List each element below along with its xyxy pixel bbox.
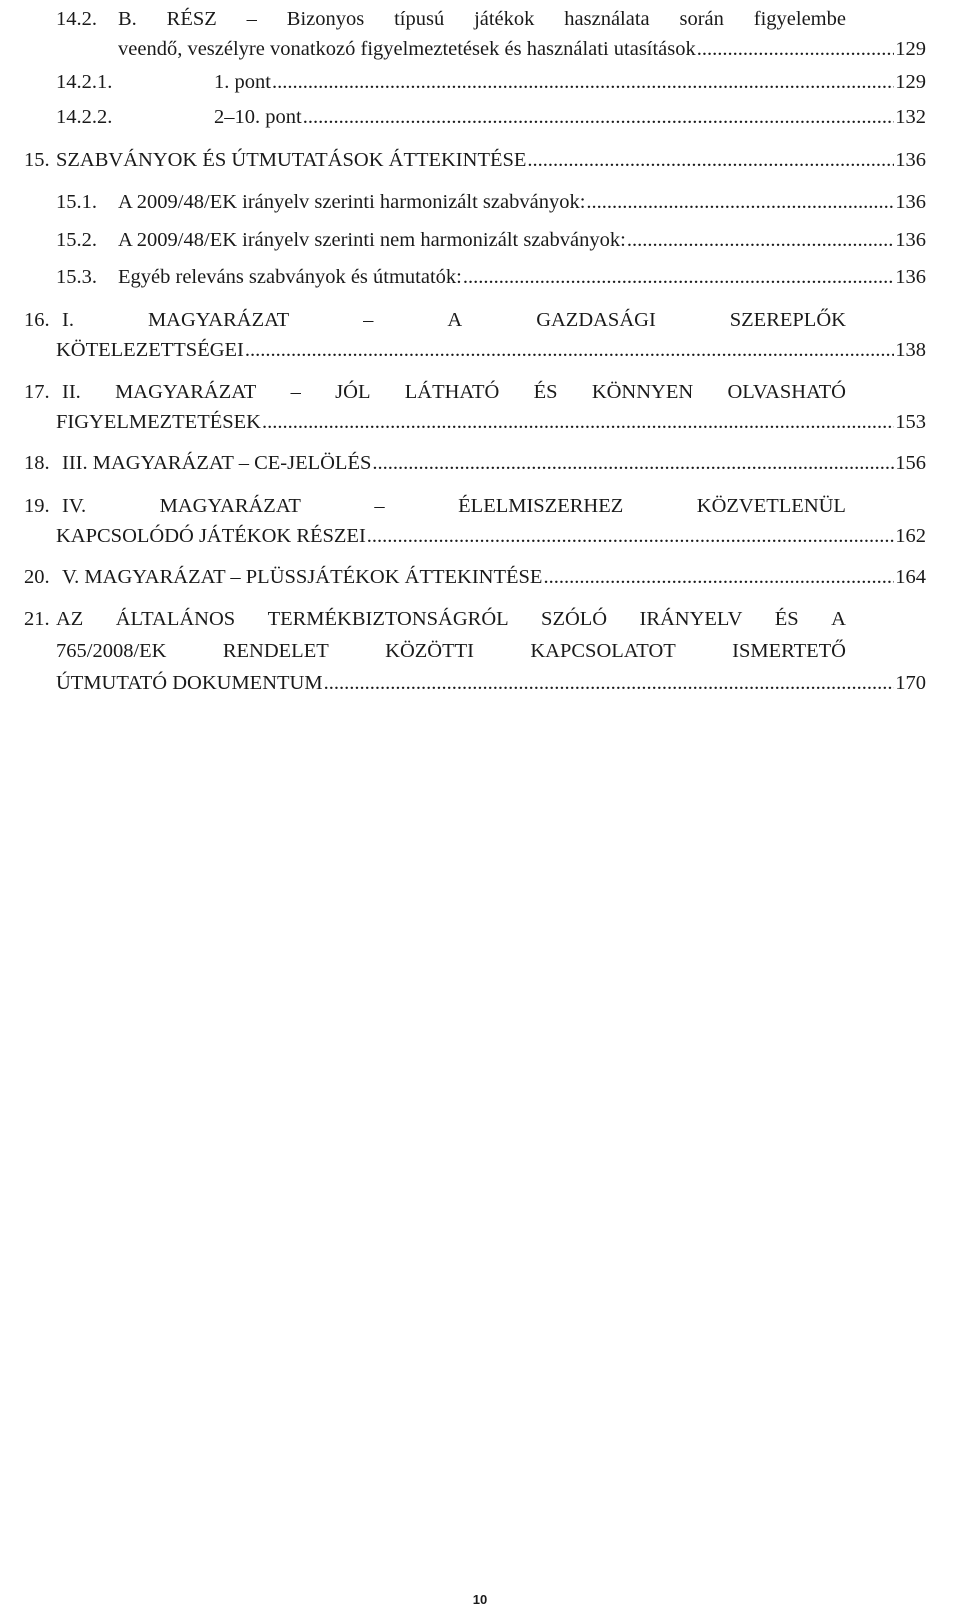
toc-entry-number: 15.3. bbox=[56, 266, 97, 288]
toc-entry-title: A 2009/48/EK irányelv szerinti nem harmonizált szabványok: ..... 136 bbox=[118, 223, 926, 257]
toc-page-number: 136 bbox=[895, 149, 926, 171]
toc-page-number: 136 bbox=[895, 191, 926, 213]
toc-page-number: 132 bbox=[895, 106, 926, 128]
toc-entry-number: 14.2.1. bbox=[56, 71, 113, 93]
toc-entry-title-line-2: veendő, veszélyre vonatkozó figyelmeztetések és használati utasítások ..... 129 bbox=[118, 32, 926, 66]
dot-leader bbox=[272, 65, 894, 99]
dot-leader bbox=[303, 100, 895, 134]
toc-entry-number: 17. bbox=[24, 381, 50, 403]
toc-page-number: 153 bbox=[895, 411, 926, 433]
dot-leader bbox=[367, 519, 894, 553]
toc-entry-number: 15.2. bbox=[56, 229, 97, 251]
toc-entry-title-line-1: AZ ÁLTALÁNOS TERMÉKBIZTONSÁGRÓL SZÓLÓ IRÁNYELV ÉS A bbox=[56, 608, 846, 630]
toc-page-number: 156 bbox=[895, 452, 926, 474]
toc-entry-number: 15. bbox=[24, 149, 50, 171]
toc-entry-title-line-1: IV. MAGYARÁZAT – ÉLELMISZERHEZ KÖZVETLENÜL bbox=[62, 495, 846, 517]
dot-leader bbox=[463, 260, 894, 294]
dot-leader bbox=[586, 185, 894, 219]
toc-page-number: 129 bbox=[895, 38, 926, 60]
page-number: 10 bbox=[472, 1592, 488, 1607]
toc-entry-number: 14.2.2. bbox=[56, 106, 113, 128]
toc-page-number: 136 bbox=[895, 266, 926, 288]
toc-entry-title-line-2: 765/2008/EK RENDELET KÖZÖTTI KAPCSOLATOT ISMERTETŐ bbox=[56, 640, 846, 662]
toc-entry-number: 18. bbox=[24, 452, 50, 474]
toc-entry-title: III. MAGYARÁZAT – CE-JELÖLÉS ..... 156 bbox=[62, 446, 926, 480]
dot-leader bbox=[543, 560, 894, 594]
toc-entry-number: 19. bbox=[24, 495, 50, 517]
dot-leader bbox=[324, 666, 895, 700]
toc-page-number: 136 bbox=[895, 229, 926, 251]
dot-leader bbox=[245, 333, 894, 367]
toc-page-number: 138 bbox=[895, 339, 926, 361]
toc-entry-title: Egyéb releváns szabványok és útmutatók: ..... 136 bbox=[118, 260, 926, 294]
dot-leader bbox=[627, 223, 894, 257]
toc-entry-title-line-2: KAPCSOLÓDÓ JÁTÉKOK RÉSZEI ..... 162 bbox=[56, 519, 926, 553]
toc-entry-title-line-1: B. RÉSZ – Bizonyos típusú játékok használata során figyelembe bbox=[118, 8, 846, 30]
toc-entry-number: 15.1. bbox=[56, 191, 97, 213]
dot-leader bbox=[697, 32, 894, 66]
toc-entry-number: 14.2. bbox=[56, 8, 97, 30]
toc-entry-title-line-2: KÖTELEZETTSÉGEI ..... 138 bbox=[56, 333, 926, 367]
toc-entry-title: V. MAGYARÁZAT – PLÜSSJÁTÉKOK ÁTTEKINTÉSE ..... 164 bbox=[62, 560, 926, 594]
toc-entry-title-line-1: I. MAGYARÁZAT – A GAZDASÁGI SZEREPLŐK bbox=[62, 309, 846, 331]
dot-leader bbox=[372, 446, 894, 480]
toc-page-number: 129 bbox=[895, 71, 926, 93]
toc-entry-number: 20. bbox=[24, 566, 50, 588]
dot-leader bbox=[262, 405, 894, 439]
toc-entry-title-line-1: II. MAGYARÁZAT – JÓL LÁTHATÓ ÉS KÖNNYEN OLVASHATÓ bbox=[62, 381, 846, 403]
toc-entry-title: 2–10. pont ..... 132 bbox=[214, 100, 926, 134]
toc-entry-title: 1. pont ..... 129 bbox=[214, 65, 926, 99]
toc-entry-title: SZABVÁNYOK ÉS ÚTMUTATÁSOK ÁTTEKINTÉSE ..... 136 bbox=[56, 143, 926, 177]
toc-page-number: 170 bbox=[895, 672, 926, 694]
toc-entry-number: 16. bbox=[24, 309, 50, 331]
dot-leader bbox=[527, 143, 894, 177]
toc-entry-number: 21. bbox=[24, 608, 50, 630]
toc-page-number: 162 bbox=[895, 525, 926, 547]
toc-entry-title-line-3: ÚTMUTATÓ DOKUMENTUM ..... 170 bbox=[56, 666, 926, 700]
toc-entry-title: A 2009/48/EK irányelv szerinti harmonizált szabványok: ..... 136 bbox=[118, 185, 926, 219]
toc-entry-title-line-2: FIGYELMEZTETÉSEK ..... 153 bbox=[56, 405, 926, 439]
toc-page-number: 164 bbox=[895, 566, 926, 588]
